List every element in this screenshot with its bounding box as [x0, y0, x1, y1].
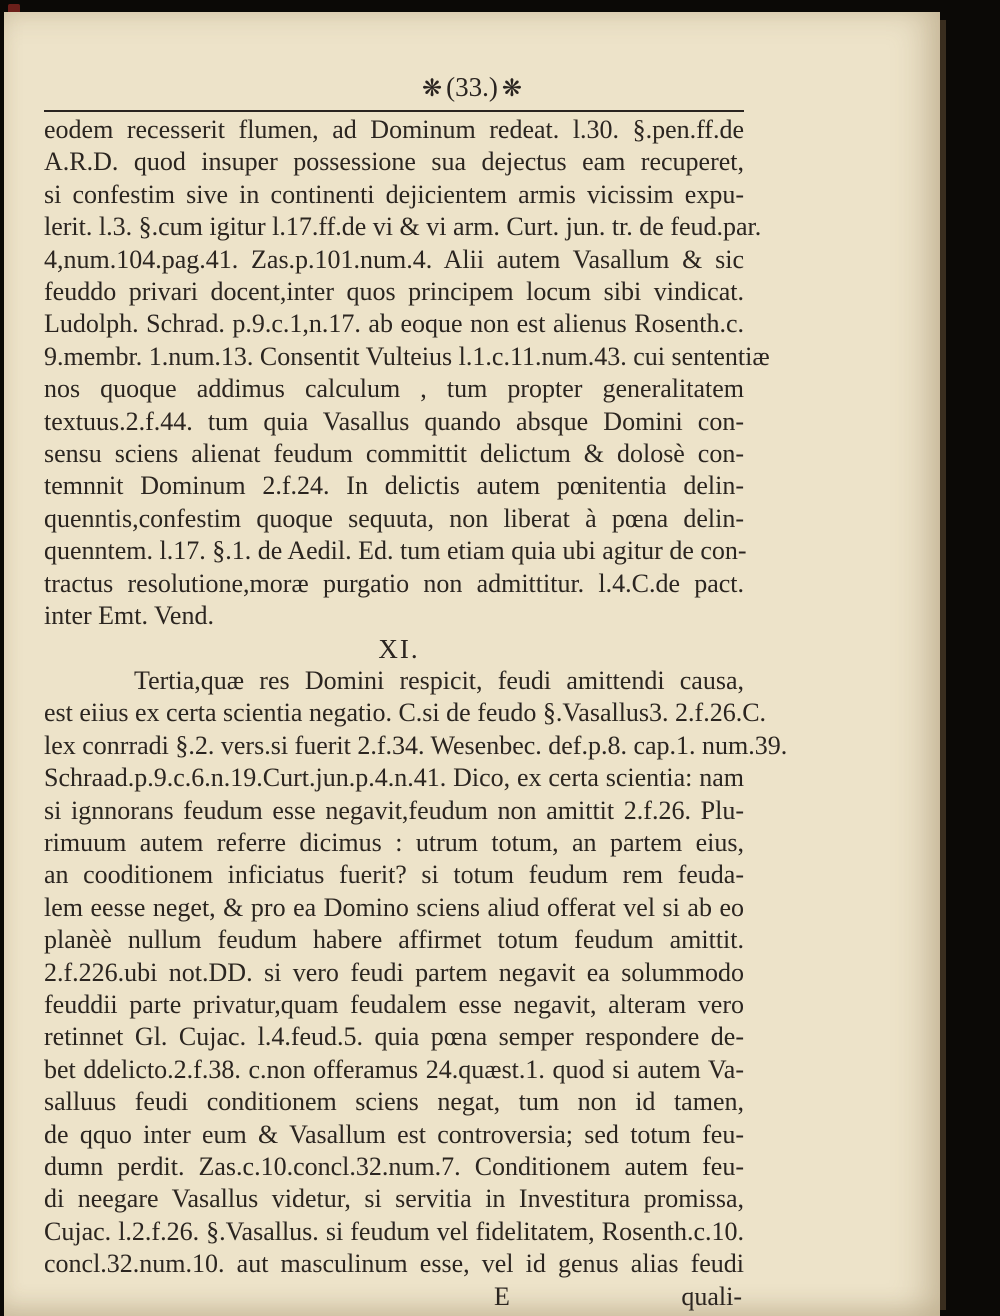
- text-line: temnnit Dominum 2.f.24. In delictis autem pœnitentia delin-: [44, 471, 744, 501]
- text-line: concl.32.num.10. aut masculinum esse, vel id genus alias feudi: [44, 1249, 744, 1279]
- ornament-right-icon: ❋: [501, 76, 522, 102]
- text-line: dumn perdit. Zas.c.10.concl.32.num.7. Conditionem autem feu-: [44, 1152, 744, 1181]
- section-number: XI.: [378, 633, 420, 664]
- text-line: quenntis,confestim quoque sequuta, non liberat à pœna delin-: [44, 503, 744, 533]
- text-line: Tertia,quæ res Domini respicit, feudi amittendi causa,: [134, 665, 744, 695]
- text-line: 4,num.104.pag.41. Zas.p.101.num.4. Alii autem Vasallum & sic: [44, 244, 744, 274]
- text-line: feuddo privari docent,inter quos principem locum sibi vindicat.: [44, 277, 744, 307]
- text-line: Cujac. l.2.f.26. §.Vasallus. si feudum vel fidelitatem, Rosenth.c.10.: [44, 1216, 744, 1246]
- text-line: lem eesse neget, & pro ea Domino sciens aliud offerat vel si ab eo: [44, 892, 744, 922]
- page-header: [4, 72, 940, 103]
- text-line: quenntem. l.17. §.1. de Aedil. Ed. tum etiam quia ubi agitur de con-: [44, 536, 747, 566]
- book-page: [4, 12, 940, 1316]
- text-line: di neegare Vasallus videtur, si servitia in Investitura promissa,: [44, 1184, 744, 1214]
- text-line: est eiius ex certa scientia negatio. C.si de feudo §.Vasallus3. 2.f.26.C.: [44, 698, 767, 728]
- text-line: salluus feudi conditionem sciens negat, tum non id tamen,: [44, 1087, 744, 1117]
- header-rule: [44, 110, 744, 112]
- body-text: [44, 114, 788, 1313]
- text-line: an cooditionem inficiatus fuerit? si totum feudum rem feuda-: [44, 860, 744, 890]
- text-line: eodem recesserit flumen, ad Dominum redeat. l.30. §.pen.ff.de: [44, 115, 744, 144]
- text-line: lex conrradi §.2. vers.si fuerit 2.f.34. Wesenbec. def.p.8. cap.1. num.39.: [44, 730, 788, 760]
- text-line: 9.membr. 1.num.13. Consentit Vulteius l.1.c.11.num.43. cui sententiæ: [44, 341, 770, 371]
- text-line: rimuum autem referre dicimus : utrum totum, an partem eius,: [44, 827, 744, 857]
- text-line: lerit. l.3. §.cum igitur l.17.ff.de vi & vi arm. Curt. jun. tr. de feud.par.: [44, 212, 762, 242]
- catchword: quali-: [681, 1281, 742, 1311]
- text-line: feuddii parte privatur,quam feudalem esse negavit, alteram vero: [44, 989, 744, 1019]
- page-edge: [940, 20, 946, 1310]
- text-line: textuus.2.f.44. tum quia Vasallus quando absque Domini con-: [44, 406, 744, 436]
- signature-mark: E: [494, 1281, 510, 1311]
- text-line: inter Emt. Vend.: [44, 601, 214, 631]
- text-line: planèè nullum feudum habere affirmet totum feudum amittit.: [44, 925, 744, 955]
- text-line: sensu sciens alienat feudum committit delictum & dolosè con-: [44, 439, 744, 469]
- ornament-left-icon: ❋: [422, 76, 443, 102]
- text-line: si confestim sive in continenti dejicientem armis vicissim expu-: [44, 179, 744, 209]
- text-line: si ignnorans feudum esse negavit,feudum non amittit 2.f.26. Plu-: [44, 795, 744, 825]
- text-line: tractus resolutione,moræ purgatio non admittitur. l.4.C.de pact.: [44, 568, 744, 598]
- text-line: bet ddelicto.2.f.38. c.non offeramus 24.quæst.1. quod si autem Va-: [44, 1054, 744, 1084]
- page-number: (33.): [446, 72, 498, 102]
- text-line: retinnet Gl. Cujac. l.4.feud.5. quia pœna semper respondere de-: [44, 1022, 744, 1052]
- text-line: de qquo inter eum & Vasallum est controversia; sed totum feu-: [44, 1119, 744, 1149]
- page-footer: [44, 1281, 744, 1313]
- text-line: A.R.D. quod insuper possessione sua dejectus eam recuperet,: [44, 147, 744, 177]
- text-line: Ludolph. Schrad. p.9.c.1,n.17. ab eoque non est alienus Rosenth.c.: [44, 309, 744, 339]
- text-line: Schraad.p.9.c.6.n.19.Curt.jun.p.4.n.41. Dico, ex certa scientia: nam: [44, 763, 744, 793]
- text-line: 2.f.226.ubi not.DD. si vero feudi partem negavit ea solummodo: [44, 957, 744, 987]
- text-line: nos quoque addimus calculum , tum propter generalitatem: [44, 374, 744, 404]
